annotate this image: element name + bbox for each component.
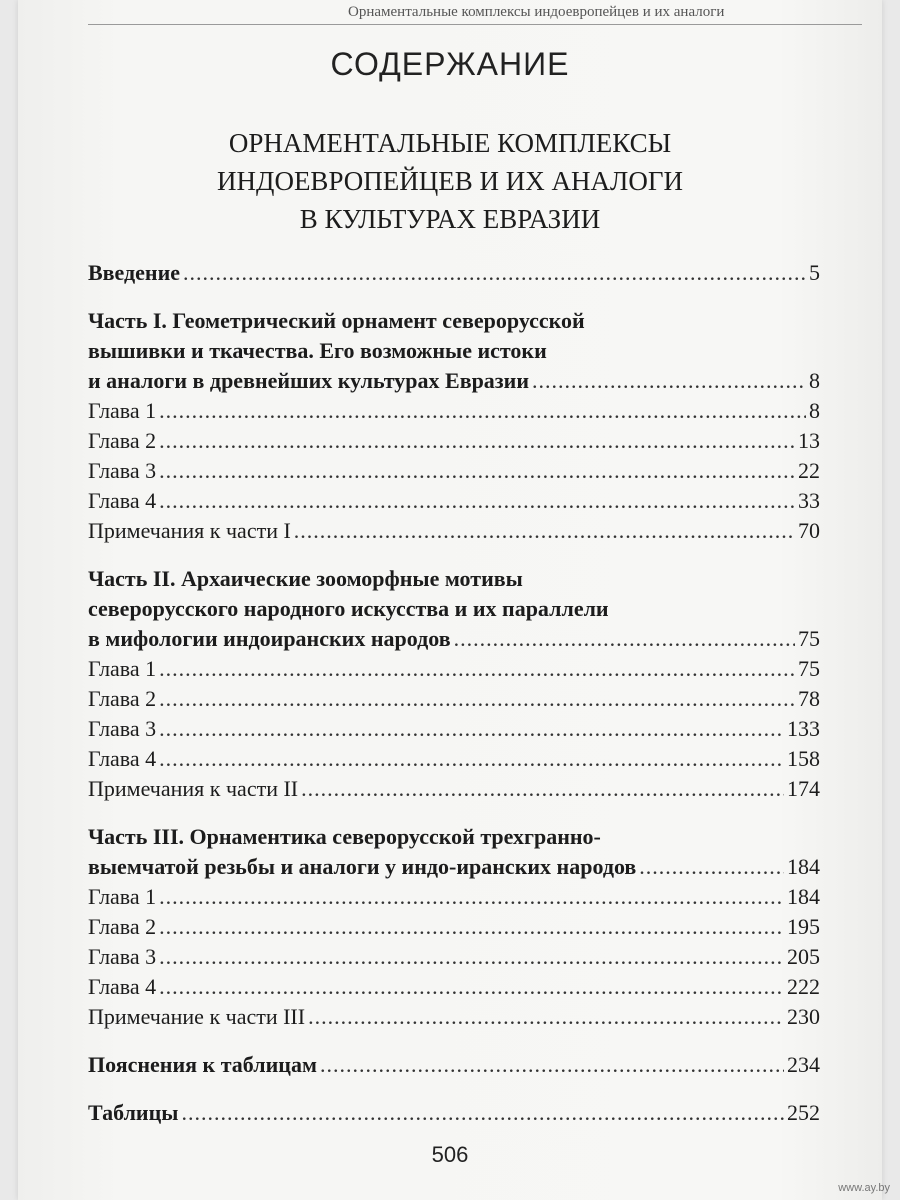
toc-chapter <box>88 426 820 456</box>
toc-page-number: 222 <box>787 974 820 999</box>
toc-page-number: 33 <box>798 488 820 513</box>
toc-part-1 <box>88 366 820 396</box>
toc-notes <box>88 774 820 804</box>
toc-page-number: 75 <box>798 626 820 651</box>
toc-entry-label: Глава 4 <box>88 746 157 771</box>
dot-leader <box>159 882 784 912</box>
book-title-line: В КУЛЬТУРАХ ЕВРАЗИИ <box>299 204 601 234</box>
toc-page-number: 174 <box>787 776 820 801</box>
toc-entry-label: Глава 3 <box>88 458 157 483</box>
toc-chapter <box>88 486 820 516</box>
dot-leader <box>308 1002 784 1032</box>
book-title-line: ИНДОЕВРОПЕЙЦЕВ И ИХ АНАЛОГИ <box>217 166 683 196</box>
dot-leader <box>183 258 806 288</box>
dot-leader <box>301 774 784 804</box>
dot-leader <box>159 942 784 972</box>
book-title-line: ОРНАМЕНТАЛЬНЫЕ КОМПЛЕКСЫ <box>228 128 672 158</box>
dot-leader <box>159 654 795 684</box>
dot-leader <box>159 456 795 486</box>
toc-entry-label: Глава 2 <box>88 686 157 711</box>
toc-entry-label: Глава 1 <box>88 884 157 909</box>
toc-chapter <box>88 744 820 774</box>
dot-leader <box>159 396 806 426</box>
toc-page-number: 195 <box>787 914 820 939</box>
dot-leader <box>454 624 795 654</box>
toc-page-number: 158 <box>787 746 820 771</box>
toc-entry-label: Глава 4 <box>88 974 157 999</box>
toc-chapter <box>88 684 820 714</box>
toc-chapter <box>88 972 820 1002</box>
dot-leader <box>159 426 795 456</box>
toc-entry-label: Глава 3 <box>88 944 157 969</box>
table-of-contents <box>88 258 820 1128</box>
toc-page-number: 234 <box>787 1052 820 1077</box>
toc-notes <box>88 516 820 546</box>
toc-page-number: 75 <box>798 656 820 681</box>
toc-entry-label: Примечание к части III <box>88 1004 306 1029</box>
toc-chapter <box>88 654 820 684</box>
dot-leader <box>320 1050 784 1080</box>
toc-chapter <box>88 714 820 744</box>
toc-title: СОДЕРЖАНИЕ <box>330 46 570 82</box>
toc-entry-label: Глава 1 <box>88 398 157 423</box>
running-head: Орнаментальные комплексы индоевропейцев и их аналоги <box>348 4 725 20</box>
toc-part-heading: Часть I. Геометрический орнамент северорусской <box>88 308 585 333</box>
toc-page-number: 184 <box>787 884 820 909</box>
dot-leader <box>294 516 795 546</box>
toc-entry-label: в мифологии индоиранских народов <box>88 626 451 651</box>
toc-page-number: 78 <box>798 686 820 711</box>
toc-entry-label: Пояснения к таблицам <box>88 1052 317 1077</box>
toc-entry-explanations <box>88 1050 820 1080</box>
toc-page-number: 184 <box>787 854 820 879</box>
toc-part-heading: вышивки и ткачества. Его возможные истоки <box>88 338 547 363</box>
toc-chapter <box>88 456 820 486</box>
dot-leader <box>159 714 784 744</box>
toc-entry-label: Примечания к части I <box>88 518 291 543</box>
toc-entry-label: Глава 4 <box>88 488 157 513</box>
toc-part-heading: Часть II. Архаические зооморфные мотивы <box>88 566 523 591</box>
toc-page-number: 8 <box>809 398 820 423</box>
toc-page-number: 230 <box>787 1004 820 1029</box>
toc-entry-label: Глава 2 <box>88 428 157 453</box>
toc-page-number: 133 <box>787 716 820 741</box>
toc-part-heading: северорусского народного искусства и их параллели <box>88 596 609 621</box>
toc-page-number: 205 <box>787 944 820 969</box>
toc-page-number: 8 <box>809 368 820 393</box>
toc-entry-tables <box>88 1098 820 1128</box>
toc-entry-label: Примечания к части II <box>88 776 299 801</box>
toc-entry-label: Глава 1 <box>88 656 157 681</box>
toc-entry-intro <box>88 258 820 288</box>
dot-leader <box>639 852 784 882</box>
dot-leader <box>159 684 795 714</box>
dot-leader <box>159 972 784 1002</box>
toc-chapter <box>88 942 820 972</box>
toc-part-2 <box>88 624 820 654</box>
toc-page-number: 13 <box>798 428 820 453</box>
dot-leader <box>159 744 784 774</box>
toc-entry-label: Введение <box>88 260 181 285</box>
toc-page-number: 22 <box>798 458 820 483</box>
toc-page-number: 252 <box>787 1100 820 1125</box>
toc-chapter <box>88 882 820 912</box>
toc-page-number: 5 <box>809 260 820 285</box>
book-title <box>0 124 900 238</box>
dot-leader <box>181 1098 784 1128</box>
dot-leader <box>159 486 795 516</box>
toc-entry-label: Таблицы <box>88 1100 179 1125</box>
toc-part-heading: Часть III. Орнаментика северорусской трехгранно- <box>88 824 601 849</box>
dot-leader <box>159 912 784 942</box>
toc-entry-label: Глава 3 <box>88 716 157 741</box>
watermark: www.ay.by <box>838 1182 890 1194</box>
running-head-rule <box>88 24 862 25</box>
toc-entry-label: выемчатой резьбы и аналоги у индо-иранских народов <box>88 854 637 879</box>
toc-page-number: 70 <box>798 518 820 543</box>
toc-entry-label: Глава 2 <box>88 914 157 939</box>
toc-entry-label: и аналоги в древнейших культурах Евразии <box>88 368 529 393</box>
page-number: 506 <box>431 1142 469 1167</box>
toc-chapter <box>88 396 820 426</box>
toc-chapter <box>88 912 820 942</box>
toc-notes <box>88 1002 820 1032</box>
toc-part-3 <box>88 852 820 882</box>
dot-leader <box>532 366 806 396</box>
